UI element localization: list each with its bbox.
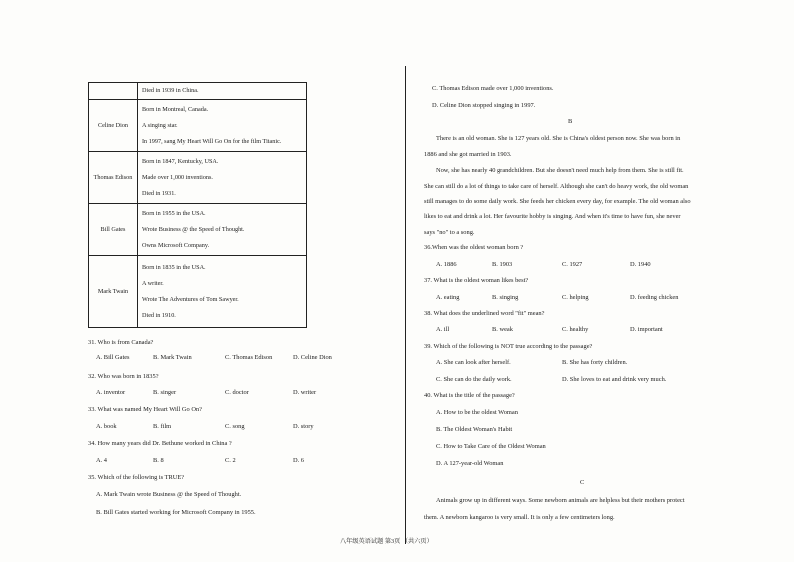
option: A. She can look after herself. — [436, 359, 511, 366]
row-info — [138, 256, 307, 328]
info-line: Wrote Business @ the Speed of Thought. — [142, 225, 245, 233]
question-38: 38. What does the underlined word "fit" mean? — [424, 310, 545, 317]
option: D. 6 — [293, 457, 305, 464]
question-32: 32. Who was born in 1835? — [88, 373, 159, 380]
info-line: In 1997, sang My Heart Will Go On for the film Titanic. — [142, 137, 282, 145]
option: B. The Oldest Woman's Habit — [436, 426, 513, 433]
section-heading-c: C — [580, 479, 585, 486]
option: C. helping — [562, 294, 589, 301]
row-name: Thomas Edison — [89, 152, 138, 204]
question-33: 33. What was named My Heart Will Go On? — [88, 406, 202, 413]
option: C. healthy — [562, 326, 589, 333]
option: A. 1886 — [436, 261, 457, 268]
option: A. 4 — [96, 457, 108, 464]
option: C. Thomas Edison made over 1,000 inventions. — [432, 85, 554, 92]
table-row — [89, 152, 307, 204]
option: A. Bill Gates — [96, 354, 130, 361]
option: B. singer — [153, 389, 177, 396]
table-row — [89, 100, 307, 152]
row-name: Mark Twain — [89, 256, 138, 328]
passage-line: Animals grow up in different ways. Some newborn animals are helpless but their mothers protect — [436, 497, 685, 504]
row-name: Celine Dion — [89, 100, 138, 152]
option: C. Thomas Edison — [225, 354, 273, 361]
row-info — [138, 83, 307, 100]
option: D. story — [293, 423, 314, 430]
passage-line: She can still do a lot of things to take care of herself. Although she can't do heavy work, the old woman — [424, 183, 689, 190]
section-heading-b: B — [568, 118, 573, 125]
option: B. She has forty children. — [562, 359, 628, 366]
option: B. 8 — [153, 457, 164, 464]
table-row — [89, 83, 307, 100]
option: B. weak — [492, 326, 513, 333]
option: B. Mark Twain — [153, 354, 192, 361]
option: A. eating — [436, 294, 460, 301]
info-line: A writer. — [142, 279, 164, 287]
passage-line: them. A newborn kangaroo is very small. It is only a few centimeters long. — [424, 514, 615, 521]
page-footer: 八年级英语试题 第3页 （共六页） — [340, 538, 433, 545]
row-info — [138, 204, 307, 256]
passage-line: Now, she has nearly 40 grandchildren. But she doesn't need much help from them. She is still fit. — [436, 167, 684, 174]
info-line: Wrote The Adventures of Tom Sawyer. — [142, 295, 239, 303]
option: D. 1940 — [630, 261, 651, 268]
option: D. writer — [293, 389, 317, 396]
option: B. film — [153, 423, 172, 430]
option: A. Mark Twain wrote Business @ the Speed of Thought. — [96, 491, 242, 498]
option: A. ill — [436, 326, 450, 333]
option: A. inventor — [96, 389, 126, 396]
row-name: Bill Gates — [89, 204, 138, 256]
option: C. How to Take Care of the Oldest Woman — [436, 443, 546, 450]
option: D. A 127-year-old Woman — [436, 460, 504, 467]
passage-line: says "no" to a song. — [424, 229, 475, 236]
option: D. Celine Dion — [293, 354, 332, 361]
option: B. Bill Gates started working for Microsoft Company in 1955. — [96, 509, 256, 516]
info-line: A singing star. — [142, 121, 178, 129]
info-line: Died in 1910. — [142, 311, 176, 319]
question-36: 36.When was the oldest woman born ? — [424, 244, 524, 251]
passage-line: still manages to do some daily work. She feeds her chicken every day, for example. The old woman also — [424, 198, 691, 205]
option: C. 2 — [225, 457, 236, 464]
info-line: Born in 1955 in the USA. — [142, 209, 206, 217]
option: C. song — [225, 423, 245, 430]
column-divider — [405, 66, 406, 544]
info-line: Owns Microsoft Company. — [142, 241, 210, 249]
question-40: 40. What is the title of the passage? — [424, 392, 515, 399]
option: A. How to be the oldest Woman — [436, 409, 518, 416]
option: D. She loves to eat and drink very much. — [562, 376, 667, 383]
option: B. 1903 — [492, 261, 513, 268]
question-34: 34. How many years did Dr. Bethune worked in China ? — [88, 440, 232, 447]
question-37: 37. What is the oldest woman likes best? — [424, 277, 529, 284]
option: D. feeding chicken — [630, 294, 679, 301]
option: D. important — [630, 326, 663, 333]
table-row — [89, 256, 307, 328]
people-table — [88, 82, 307, 328]
option: C. 1927 — [562, 261, 583, 268]
passage-line: 1886 and she got married in 1903. — [424, 151, 512, 158]
passage-line: likes to eat and drink a lot. Her favourite hobby is singing. And when it's time to have fun, she never — [424, 213, 681, 220]
info-line: Born in 1835 in the USA. — [142, 263, 206, 271]
question-35: 35. Which of the following is TRUE? — [88, 474, 185, 481]
question-39: 39. Which of the following is NOT true according to the passage? — [424, 343, 593, 350]
info-line: Died in 1931. — [142, 189, 176, 197]
row-info — [138, 100, 307, 152]
info-line: Born in 1847, Kentucky, USA. — [142, 157, 219, 165]
option: C. doctor — [225, 389, 249, 396]
option: C. She can do the daily work. — [436, 376, 512, 383]
option: D. Celine Dion stopped singing in 1997. — [432, 102, 536, 109]
option: B. singing — [492, 294, 519, 301]
table-row — [89, 204, 307, 256]
info-line: Born in Montreal, Canada. — [142, 105, 209, 113]
passage-line: There is an old woman. She is 127 years old. She is China's oldest person now. She was born in — [436, 135, 681, 142]
question-31: 31. Who is from Canada? — [88, 339, 154, 346]
option: A. book — [96, 423, 117, 430]
info-line: Died in 1939 in China. — [142, 87, 199, 94]
row-name — [89, 83, 138, 100]
row-info — [138, 152, 307, 204]
info-line: Made over 1,000 inventions. — [142, 173, 213, 181]
